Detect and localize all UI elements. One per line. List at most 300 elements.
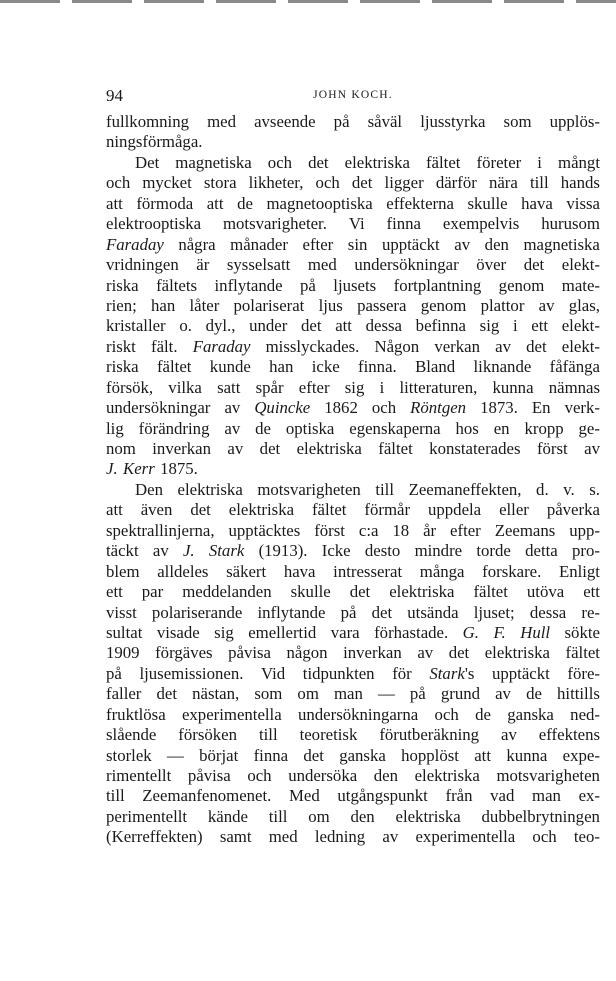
word: teoretisk — [299, 725, 358, 745]
word: experimentella — [181, 704, 282, 724]
word: det — [156, 684, 178, 704]
word: motsvarigheten — [496, 766, 600, 785]
text-line — [106, 562, 600, 582]
word — [106, 459, 118, 479]
word: misslyckades. — [265, 336, 360, 356]
word: efter — [302, 234, 334, 254]
word: förmoda — [136, 193, 194, 213]
word: undersöka — [288, 766, 358, 785]
word: icke — [311, 357, 340, 377]
word: påvisa — [187, 766, 231, 785]
word: experimentella — [415, 827, 516, 847]
word: fruktlösa — [106, 704, 166, 724]
word: elektriska — [177, 479, 243, 499]
word: sökte — [564, 622, 600, 642]
word: börjat — [199, 745, 239, 765]
word: mindre — [414, 541, 463, 561]
word: intresserat — [333, 561, 403, 581]
word: skulle — [467, 193, 508, 213]
word: liknande — [473, 357, 532, 377]
word: En — [531, 398, 551, 418]
word: mate- — [561, 275, 600, 295]
word: ljusstyrka — [420, 112, 486, 131]
italic-name: J. — [182, 541, 195, 561]
word: tidpunkten — [302, 663, 375, 683]
word: efter — [298, 377, 330, 397]
word: många — [419, 561, 465, 581]
word: torde — [476, 541, 511, 561]
word: fältet — [156, 357, 192, 377]
word: faller — [106, 684, 142, 704]
word: pro- — [571, 541, 600, 561]
word: nämnas — [548, 377, 600, 397]
word: elektriska — [484, 643, 550, 663]
word: upplös- — [549, 112, 600, 131]
word: de — [526, 684, 542, 704]
text-line — [106, 153, 600, 173]
word: hurusom — [541, 214, 600, 234]
word: inverkan — [152, 439, 211, 458]
word: några — [178, 234, 216, 254]
word: Zeemanfenomenet. — [142, 786, 272, 806]
word: även — [140, 500, 173, 520]
word: den — [373, 766, 398, 785]
word: expe- — [562, 745, 600, 765]
word: förutberäkning — [379, 725, 480, 745]
word: av — [495, 684, 511, 704]
word: sig — [479, 316, 500, 336]
word: sysselsatt — [226, 255, 291, 275]
word: kunna — [506, 745, 548, 765]
word: ljuset; — [473, 602, 515, 622]
word: säkert — [226, 561, 267, 581]
word: desto — [364, 541, 401, 561]
word: fältet — [565, 643, 600, 663]
word: han — [269, 357, 294, 377]
word: och — [434, 704, 459, 724]
text-line — [106, 746, 600, 766]
word: fältet — [473, 582, 508, 602]
text-line — [106, 357, 600, 377]
word: ledning — [314, 827, 366, 847]
top-edge-rule — [0, 0, 616, 3]
word: emellertid — [248, 622, 317, 642]
word: skulle — [290, 582, 331, 602]
text-line — [106, 132, 600, 152]
word: som — [254, 684, 283, 704]
italic-name: Hull — [520, 622, 551, 642]
word: förändring — [138, 418, 210, 438]
word: Det — [135, 152, 160, 172]
word: nom — [106, 439, 136, 458]
word: kunna — [492, 377, 534, 397]
italic-name: Faraday — [106, 234, 164, 254]
word — [254, 398, 310, 418]
word: man — [333, 684, 363, 704]
word: han — [151, 295, 176, 315]
word: sig — [214, 622, 234, 642]
body-text — [106, 112, 600, 848]
word: vara — [330, 622, 360, 642]
word: teo- — [573, 827, 600, 847]
word: inverkan — [343, 643, 402, 663]
word: meddelanden — [182, 582, 272, 602]
word: vissa — [566, 193, 600, 213]
word: av — [454, 234, 471, 254]
word: hos — [455, 418, 479, 438]
word: till — [529, 173, 549, 193]
word: upptäckt — [491, 663, 550, 683]
word: den — [484, 234, 509, 254]
word: elektriska — [389, 582, 455, 602]
word: fältet — [425, 152, 461, 172]
word — [106, 235, 164, 255]
word: låter — [189, 295, 220, 315]
word: passera — [357, 295, 407, 315]
word: effekterna — [386, 193, 454, 213]
word: och — [267, 152, 293, 172]
word: elektriska — [395, 806, 461, 826]
text-line — [106, 521, 600, 541]
word: magnetiska — [175, 152, 252, 172]
word: undersökningarna — [298, 704, 419, 724]
word: elekt- — [561, 316, 600, 336]
word: utgångspunkt — [337, 786, 428, 806]
text-line — [106, 705, 600, 725]
word: fåfänga — [549, 357, 600, 377]
word: av — [152, 541, 169, 561]
word: plattor — [480, 295, 525, 315]
word: elektriska — [228, 500, 295, 520]
word: v. — [563, 479, 575, 499]
word: — — [167, 745, 184, 765]
word: med — [307, 255, 337, 275]
word: elekt- — [561, 336, 600, 356]
word: de — [475, 704, 491, 724]
text-line — [106, 194, 600, 214]
text-line — [106, 296, 600, 316]
word: det — [190, 500, 211, 520]
word: finna. — [358, 357, 397, 377]
word: fält. — [150, 336, 178, 356]
word: ex- — [578, 786, 600, 806]
word: Vid — [261, 663, 286, 683]
word: utsända — [407, 602, 459, 622]
word: s. — [589, 479, 600, 499]
text-line — [106, 623, 600, 643]
word: (Kerreffekten) — [106, 827, 203, 847]
word: exempelvis — [442, 214, 520, 234]
italic-name: Stark — [429, 663, 465, 683]
word: dessa — [529, 602, 567, 622]
word: elekt- — [561, 255, 600, 275]
word: blem — [106, 561, 140, 581]
word: ljusemissionen. — [139, 663, 244, 683]
word: magnetooptiska — [266, 193, 373, 213]
word: hittills — [557, 684, 600, 704]
word: förmår — [364, 500, 411, 520]
word: likheter, — [248, 173, 304, 193]
word: visade — [156, 622, 200, 642]
text-line — [106, 439, 600, 459]
word: fullkomning — [106, 112, 189, 131]
word: av — [224, 418, 241, 438]
word: upptäckt — [381, 234, 440, 254]
word — [193, 337, 251, 357]
word: kände — [207, 806, 248, 826]
word: polariserat — [233, 295, 305, 315]
word: och — [532, 827, 557, 847]
word: litteraturen, — [399, 377, 478, 397]
word: ligger — [384, 173, 424, 193]
word: av — [224, 398, 241, 418]
word: riska — [106, 275, 139, 295]
word: samt — [219, 827, 252, 847]
word: till — [375, 479, 395, 499]
word: motsvarigheter. — [222, 214, 327, 234]
word: därför — [435, 173, 477, 193]
word: ett — [583, 582, 600, 602]
word: i — [512, 316, 518, 336]
word: på — [106, 663, 122, 683]
word: genom — [498, 275, 545, 295]
word: med — [207, 112, 236, 131]
word: år — [423, 520, 437, 540]
text-line — [106, 459, 600, 479]
text-line — [106, 398, 600, 418]
word: på — [409, 684, 426, 704]
word: egenskaperna — [349, 418, 441, 438]
word: dyl., — [205, 316, 236, 336]
word — [520, 623, 550, 643]
word: förgäves — [155, 643, 213, 663]
text-line — [106, 725, 600, 745]
text-line — [106, 603, 600, 623]
word: månader — [230, 234, 288, 254]
word: perimentellt — [106, 806, 188, 826]
word: c:a — [358, 520, 379, 540]
word: till — [258, 725, 278, 745]
text-line — [106, 786, 600, 806]
word: 1875. — [160, 459, 198, 479]
word: dessa — [365, 316, 402, 336]
word: genom — [420, 295, 467, 315]
word: det — [371, 602, 393, 622]
word: att — [335, 316, 352, 336]
word: det — [351, 173, 373, 193]
page-header — [106, 86, 600, 108]
word: man — [532, 786, 561, 806]
word: täckt — [106, 541, 139, 561]
text-line — [106, 480, 600, 500]
word: elektriska — [296, 439, 362, 458]
text-line — [106, 173, 600, 193]
word: av — [538, 295, 555, 315]
word: som — [503, 112, 532, 131]
word: visst — [106, 602, 137, 622]
word: om — [308, 806, 330, 826]
word: en — [493, 418, 510, 438]
text-line — [106, 337, 600, 357]
text-line — [106, 214, 600, 234]
word: storlek — [106, 745, 152, 765]
word: och — [315, 173, 340, 193]
word: det — [448, 643, 470, 663]
word: Icke — [321, 541, 351, 561]
word: från — [445, 786, 473, 806]
word: nära — [488, 173, 518, 193]
italic-name: Faraday — [192, 336, 251, 356]
word: lig — [106, 418, 124, 438]
word: att — [106, 193, 123, 213]
word: slående — [106, 725, 157, 745]
word — [410, 398, 466, 418]
word: att — [474, 745, 492, 765]
word: fältet — [378, 439, 413, 458]
word: hands — [560, 173, 600, 193]
word: sig — [344, 377, 365, 397]
word: eller — [499, 500, 529, 520]
word — [123, 459, 155, 479]
word: befinna — [415, 316, 466, 336]
word: elektrooptiska — [106, 214, 202, 234]
word: o. — [179, 316, 192, 336]
word: finna — [386, 214, 421, 234]
word: om — [297, 684, 319, 704]
word: före- — [567, 663, 600, 683]
word: kunde — [209, 357, 251, 377]
text-line — [106, 582, 600, 602]
word: mångt — [558, 152, 600, 172]
italic-name: Röntgen — [410, 398, 467, 418]
italic-name: Stark — [208, 541, 245, 561]
word: undersökningar — [106, 398, 211, 418]
text-line — [106, 500, 600, 520]
word: av — [227, 439, 244, 458]
word: hopplöst — [401, 745, 459, 765]
word: ge- — [578, 418, 600, 438]
word: det — [526, 336, 547, 356]
text-line — [106, 112, 600, 132]
word: hava — [521, 193, 553, 213]
word: de — [237, 193, 253, 213]
word: glas, — [568, 295, 600, 315]
word: elektriska — [344, 152, 410, 172]
word: d. — [536, 479, 549, 499]
word: i — [537, 152, 542, 172]
word: 1862 — [324, 398, 358, 418]
word: efter — [450, 520, 481, 540]
italic-name: Kerr — [123, 459, 155, 479]
word: fortplantning — [393, 275, 482, 295]
word: företer — [476, 152, 522, 172]
page-number: 94 — [106, 86, 123, 105]
word: satt — [217, 377, 241, 397]
word: ett — [106, 582, 123, 602]
word: Med — [289, 786, 320, 806]
word: att — [206, 193, 224, 213]
word: inflytande — [214, 275, 283, 295]
text-line — [106, 255, 600, 275]
word: Enligt — [558, 561, 600, 581]
text-line — [106, 684, 600, 704]
word: ljus — [318, 295, 343, 315]
word: (1913). — [258, 541, 308, 561]
word: spår — [255, 377, 284, 397]
word: spektrallinjerna, — [106, 520, 215, 540]
italic-name: Quincke — [254, 398, 311, 418]
word: vad — [490, 786, 515, 806]
word: detta — [525, 541, 558, 561]
word: utöva — [526, 582, 565, 602]
word: effektens — [538, 725, 600, 745]
word: det — [349, 582, 371, 602]
word: förhastade. — [374, 622, 449, 642]
word: ljusets — [333, 275, 377, 295]
word: dubbelbrytningen — [481, 806, 600, 826]
word: det — [259, 439, 281, 458]
word: fältet — [311, 500, 347, 520]
word: uppdela — [428, 500, 482, 520]
word: Zeemans — [494, 520, 556, 540]
word: Vi — [348, 214, 365, 234]
text-line — [106, 766, 600, 786]
word: i — [379, 377, 385, 397]
word: av — [417, 643, 434, 663]
text-line — [106, 807, 600, 827]
word: grund — [440, 684, 480, 704]
word: sultat — [106, 622, 143, 642]
word: elektriska — [414, 766, 480, 785]
word: och — [371, 398, 397, 418]
word: upp- — [569, 520, 600, 540]
word: ganska — [339, 745, 386, 765]
word: verk- — [564, 398, 600, 418]
word: vridningen — [106, 255, 179, 275]
word: Zeemaneffekten, — [408, 479, 522, 499]
text-line — [106, 235, 600, 255]
word: kropp — [524, 418, 564, 438]
word: kristaller — [106, 316, 166, 336]
word — [209, 541, 244, 561]
word: Den — [135, 479, 163, 499]
word: rimentellt — [106, 766, 172, 785]
text-line — [106, 419, 600, 439]
word: någon — [286, 643, 328, 663]
word: att — [106, 500, 123, 520]
word: det — [303, 745, 324, 765]
word: på — [340, 602, 357, 622]
italic-name: F. — [493, 622, 506, 642]
word: först — [314, 520, 345, 540]
italic-name: J. — [106, 459, 118, 479]
word: magnetiska — [523, 234, 600, 254]
word: mycket — [142, 173, 192, 193]
word: konstaterades — [429, 439, 521, 458]
word: av — [501, 725, 517, 745]
word: påverka — [546, 500, 600, 520]
word: och — [247, 766, 272, 785]
word: till — [106, 786, 125, 806]
word: undersökningar — [354, 255, 459, 275]
word: 18 — [392, 520, 410, 540]
word: rien; — [106, 295, 137, 315]
word: polariserande — [151, 602, 243, 622]
word: Stark's — [429, 663, 475, 683]
text-line — [106, 643, 600, 663]
word: det — [523, 255, 545, 275]
word: försöken — [178, 725, 237, 745]
